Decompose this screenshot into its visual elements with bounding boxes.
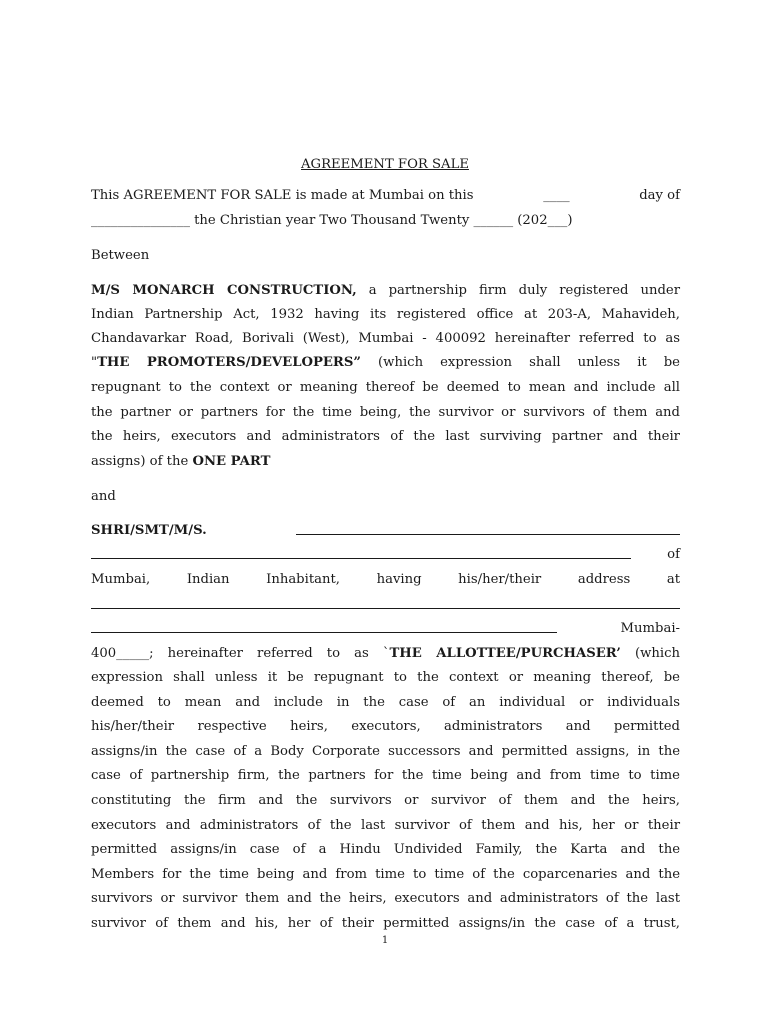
document-title: AGREEMENT FOR SALE	[301, 157, 469, 172]
address-blank	[91, 620, 557, 633]
address-word: address	[577, 572, 631, 587]
intro-line-1	[91, 187, 680, 204]
allottee-line-9: permitted assigns/in case of a Hindu Undivided Family, the Karta and the	[91, 842, 680, 857]
allottee-line-5: assigns/in the case of a Body Corporate successors and permitted assigns, in the	[91, 744, 680, 759]
pin-prefix: 400	[91, 646, 117, 661]
month-blank: _______________	[91, 213, 190, 228]
allottee-line-4: his/her/their respective heirs, executors, administrators and permitted	[91, 719, 680, 734]
intro-year-text: the Christian year Two Thousand Twenty	[189, 213, 474, 228]
address-word: his/her/their	[458, 572, 542, 587]
allottee-line-7: constituting the firm and the survivors or survivor of them and the heirs,	[91, 793, 680, 808]
pin-blank: _____	[116, 646, 150, 661]
promoter-line-2: Indian Partnership Act, 1932 having its registered office at 203-A, Mahavideh,	[91, 307, 680, 322]
promoter-line-3: Chandavarkar Road, Borivali (West), Mumbai - 400092 hereinafter referred to as	[91, 331, 680, 346]
intro-day-of: day of	[639, 188, 680, 203]
intro-line-2	[91, 212, 680, 229]
address-word: at	[666, 572, 680, 587]
promoter-text: assigns) of the	[91, 454, 193, 469]
address-word: Mumbai,	[91, 572, 151, 587]
allottee-name-line	[91, 522, 680, 539]
promoter-name: M/S MONARCH CONSTRUCTION,	[91, 283, 357, 298]
promoter-text: (which expression shall unless it be	[361, 355, 680, 370]
allottee-line-8: executors and administrators of the last survivor of them and his, her or their	[91, 818, 680, 833]
allottee-line-3: deemed to mean and include in the case of an individual or individuals	[91, 695, 680, 710]
of-label: of	[667, 547, 680, 562]
allottee-name-blank-2	[91, 546, 631, 559]
promoter-line-4	[91, 354, 680, 371]
intro-text: This AGREEMENT FOR SALE is made at Mumbai on this	[91, 188, 474, 203]
allottee-defined-term: THE ALLOTTEE/PURCHASER’	[389, 646, 621, 661]
one-part-label: ONE PART	[192, 454, 271, 469]
intro-year-close: )	[567, 213, 573, 228]
allottee-line-1	[91, 645, 680, 662]
page-number: 1	[381, 935, 389, 946]
day-blank: ____	[543, 188, 570, 203]
allottee-line-10: Members for the time being and from time to time of the coparcenaries and the	[91, 867, 680, 882]
year-blank: ______	[473, 213, 514, 228]
address-blank	[91, 596, 680, 609]
allottee-line-2: expression shall unless it be repugnant to the context or meaning thereof, be	[91, 670, 680, 685]
address-word: Inhabitant,	[266, 572, 340, 587]
allottee-text: ; hereinafter referred to as `	[149, 646, 390, 661]
address-word: having	[376, 572, 422, 587]
promoter-line-6: the partner or partners for the time being, the survivor or survivors of them and	[91, 405, 680, 420]
promoter-line-1	[91, 282, 680, 299]
promoter-line-7: the heirs, executors and administrators of the last surviving partner and their	[91, 429, 680, 444]
promoter-line-8	[91, 453, 680, 470]
intro-year-open: (202	[513, 213, 548, 228]
allottee-label: SHRI/SMT/M/S.	[91, 523, 207, 538]
year-digit-blank: ___	[547, 213, 568, 228]
address-word: Indian	[186, 572, 230, 587]
between-label: Between	[91, 248, 150, 263]
mumbai-label: Mumbai-	[620, 621, 680, 636]
promoter-text: a partnership firm duly registered under	[356, 283, 680, 298]
allottee-text: (which	[620, 646, 681, 661]
allottee-line-6: case of partnership firm, the partners for the time being and from time to time	[91, 768, 680, 783]
promoter-quote: "	[91, 355, 98, 370]
and-label: and	[91, 489, 116, 504]
allottee-name-blank	[296, 522, 680, 535]
allottee-line-11: survivors or survivor them and the heirs, executors and administrators of the last	[91, 891, 680, 906]
allottee-line-12: survivor of them and his, her of their permitted assigns/in the case of a trust,	[91, 916, 680, 931]
allottee-address-line	[91, 571, 680, 588]
promoter-line-5: repugnant to the context or meaning thereof be deemed to mean and include all	[91, 380, 680, 395]
promoter-defined-term: THE PROMOTERS/DEVELOPERS”	[97, 355, 362, 370]
